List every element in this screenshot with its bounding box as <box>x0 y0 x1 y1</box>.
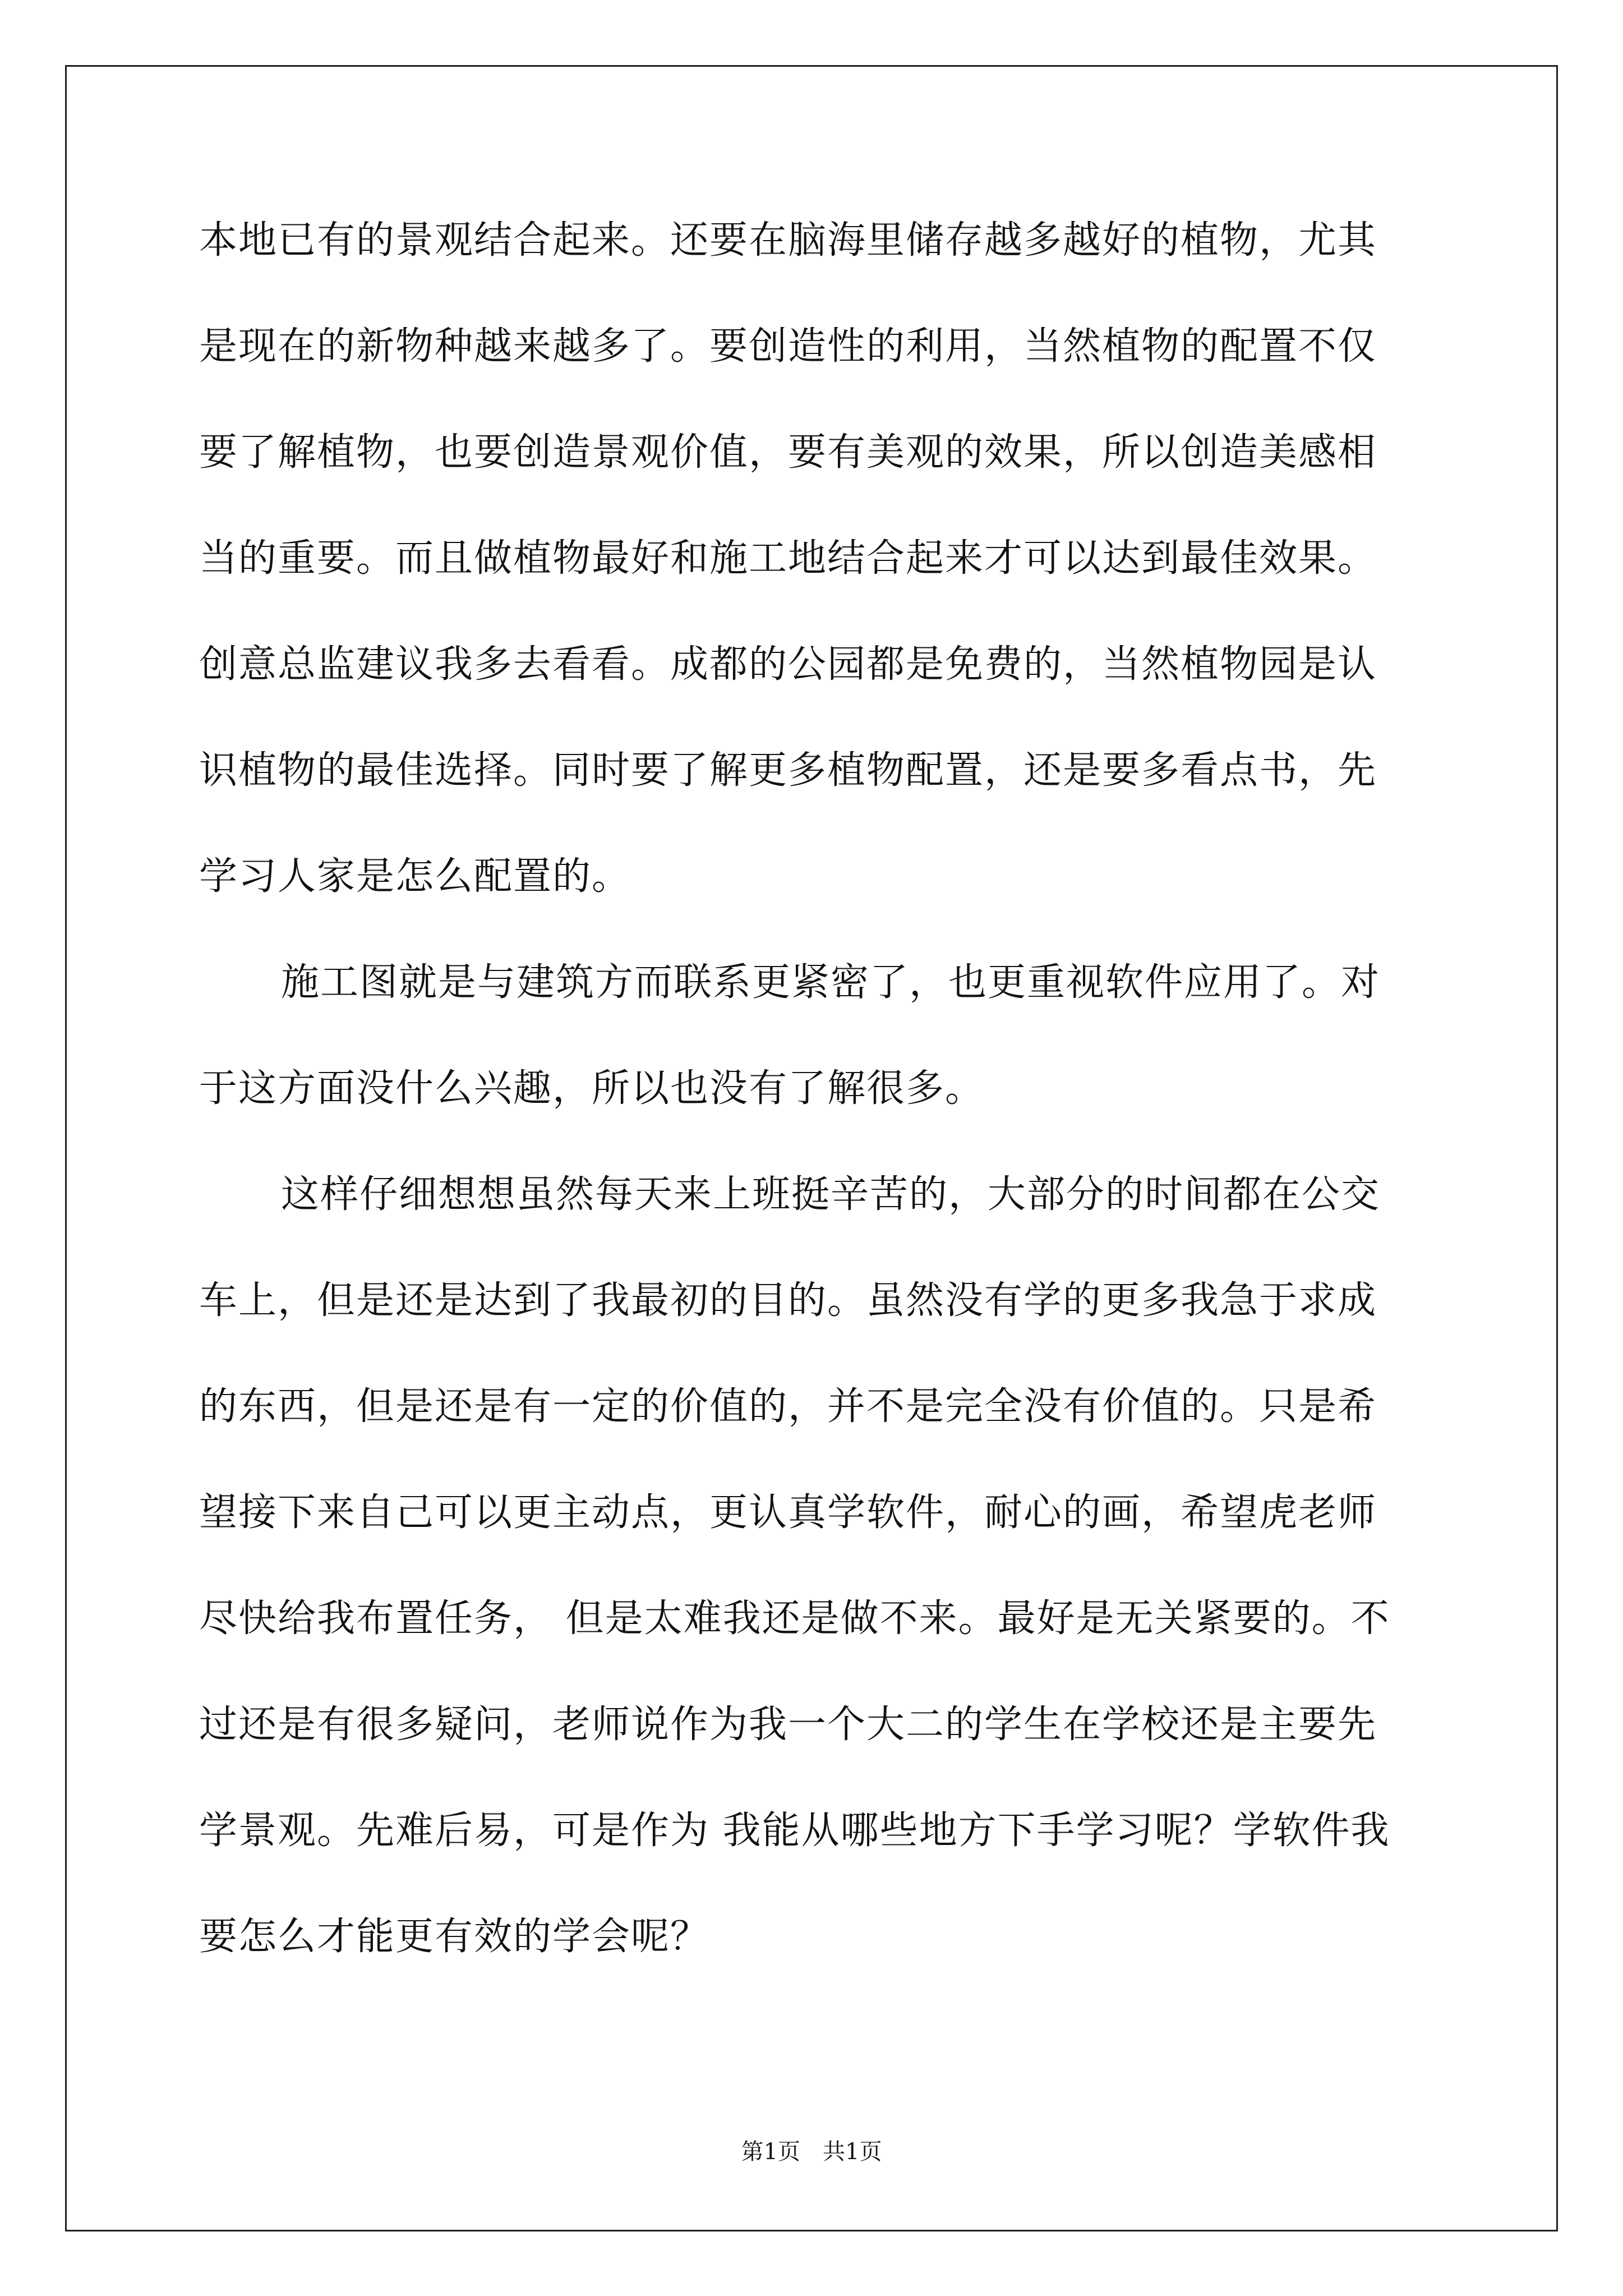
text-line: 望接下来自己可以更主动点，更认真学软件，耐心的画，希望虎老师 <box>199 1490 1377 1535</box>
text-line: 本地已有的景观结合起来。还要在脑海里储存越多越好的植物，尤其 <box>199 218 1377 263</box>
text-line: 过还是有很多疑问，老师说作为我一个大二的学生在学校还是主要先 <box>199 1703 1377 1747</box>
text-line: 的东西，但是还是有一定的价值的，并不是完全没有价值的。只是希 <box>199 1384 1377 1429</box>
text-line: 创意总监建议我多去看看。成都的公园都是免费的，当然植物园是认 <box>199 642 1377 687</box>
text-line: 车上，但是还是达到了我最初的目的。虽然没有学的更多我急于求成 <box>199 1278 1377 1323</box>
text-line: 识植物的最佳选择。同时要了解更多植物配置，还是要多看点书，先 <box>199 748 1377 793</box>
text-line: 学习人家是怎么配置的。 <box>199 854 631 899</box>
paragraph-start-line: 施工图就是与建筑方而联系更紧密了，也更重视软件应用了。对 <box>281 960 1381 1005</box>
text-line: 是现在的新物种越来越多了。要创造性的利用，当然植物的配置不仅 <box>199 324 1377 369</box>
text-line: 当的重要。而且做植物最好和施工地结合起来才可以达到最佳效果。 <box>199 536 1377 581</box>
text-line: 于这方面没什么兴趣，所以也没有了解很多。 <box>199 1066 985 1111</box>
text-line: 要了解植物，也要创造景观价值，要有美观的效果，所以创造美感相 <box>199 430 1377 475</box>
text-line: 学景观。先难后易，可是作为 我能从哪些地方下手学习呢？学软件我 <box>199 1809 1390 1853</box>
document-body <box>199 218 1424 2024</box>
text-line: 要怎么才能更有效的学会呢？ <box>199 1915 710 1959</box>
text-line: 尽快给我布置任务， 但是太难我还是做不来。最好是无关紧要的。不 <box>199 1596 1390 1641</box>
paragraph-start-line: 这样仔细想想虽然每天来上班挺辛苦的，大部分的时间都在公交 <box>281 1172 1381 1217</box>
page-footer: 第1页 共1页 <box>741 2139 882 2165</box>
